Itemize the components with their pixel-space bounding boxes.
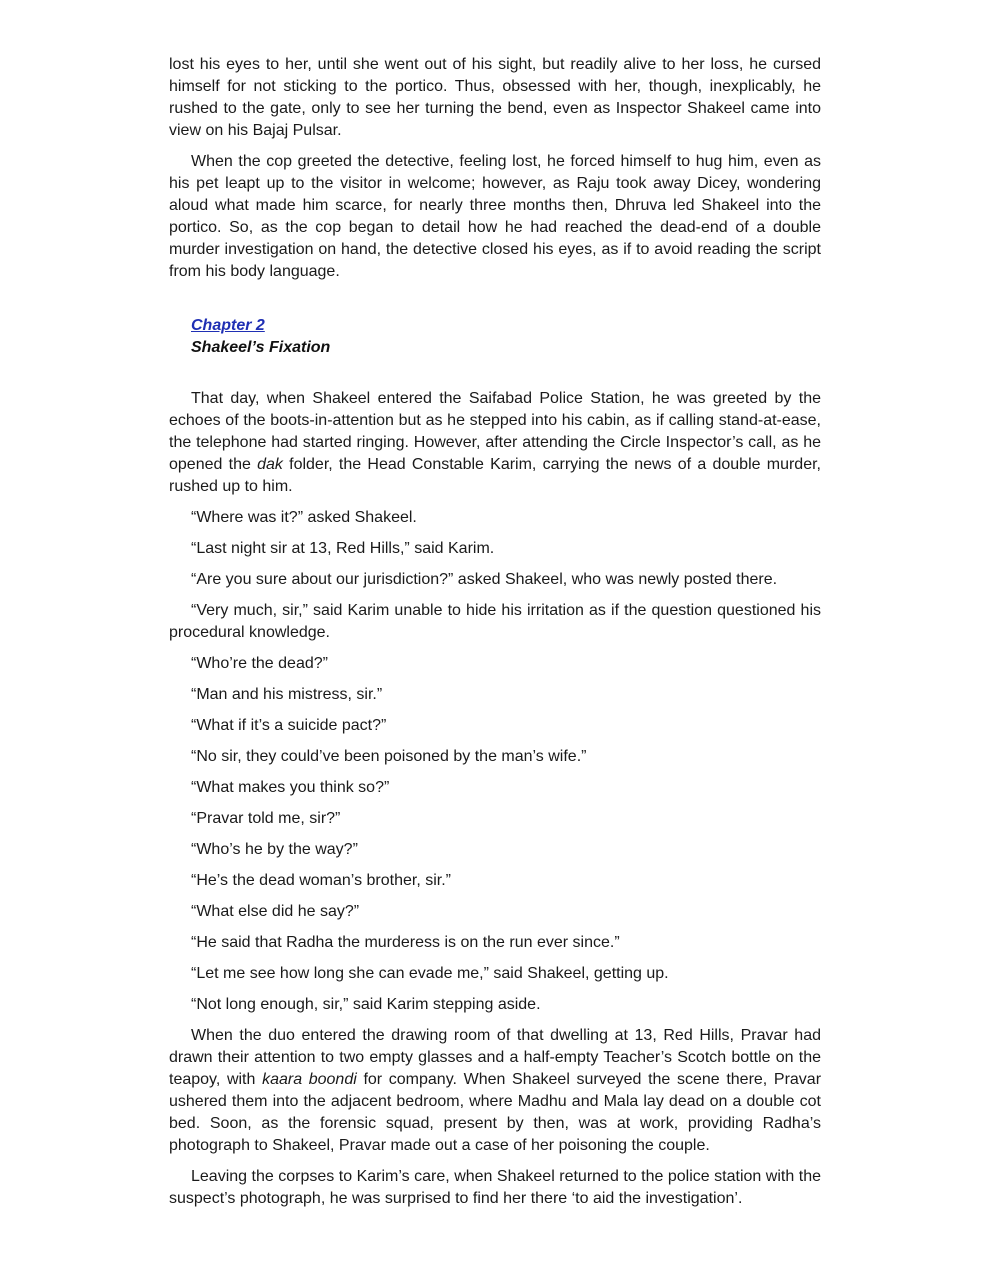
opening-text-end: folder, the Head Constable Karim, carrying the news of a double murder, rushed up to him. bbox=[169, 456, 821, 495]
dialogue-line: “He said that Radha the murderess is on the run ever since.” bbox=[191, 934, 620, 951]
dialogue-line: “No sir, they could’ve been poisoned by the man’s wife.” bbox=[191, 748, 587, 765]
kaara-boondi-term: kaara boondi bbox=[262, 1071, 357, 1088]
chapter-heading bbox=[191, 315, 821, 359]
dialogue-line: “He’s the dead woman’s brother, sir.” bbox=[191, 872, 451, 889]
chapter-link[interactable]: Chapter 2 bbox=[191, 317, 265, 334]
dialogue-line: “Pravar told me, sir?” bbox=[191, 810, 341, 827]
dialogue-line: “Last night sir at 13, Red Hills,” said Karim. bbox=[191, 540, 495, 557]
dialogue-line: “Very much, sir,” said Karim unable to hide his irritation as if the question questioned his procedural knowledge. bbox=[169, 602, 821, 641]
paragraph-continued: lost his eyes to her, until she went out of his sight, but readily alive to her loss, he cursed himself for not sticking to the portico. Thus, obsessed with her, though, inexplicably, he rushed to the gate, only to see her turning the bend, even as Inspector Shakeel came into view on his Bajaj Pulsar. bbox=[169, 56, 821, 139]
dialogue-line: “Who’re the dead?” bbox=[191, 655, 328, 672]
dialogue-line: “Let me see how long she can evade me,” said Shakeel, getting up. bbox=[191, 965, 669, 982]
drawing-room-text-start: When the duo entered the drawing room of that dwelling at 13, Red Hills, Pravar had drawn their attention to two empty glasses and a half-empty Teacher’s Scotch bottle on the teapoy, with bbox=[169, 1027, 821, 1088]
document-page bbox=[169, 54, 821, 1219]
dialogue-line: “Are you sure about our jurisdiction?” asked Shakeel, who was newly posted there. bbox=[191, 571, 778, 588]
dialogue-line: “Where was it?” asked Shakeel. bbox=[191, 509, 417, 526]
dialogue-line: “What if it’s a suicide pact?” bbox=[191, 717, 387, 734]
paragraph-drawing-room bbox=[169, 1025, 821, 1157]
drawing-room-text-end: for company. When Shakeel surveyed the scene there, Pravar ushered them into the adjacent bedroom, where Madhu and Mala lay dead on a double cot bed. Soon, as the forensic squad, present by then, was at work, providing Radha’s photograph to Shakeel, Pravar made out a case of her poisoning the couple. bbox=[169, 1071, 822, 1154]
dialogue-line: “Not long enough, sir,” said Karim stepping aside. bbox=[191, 996, 541, 1013]
chapter-title: Shakeel’s Fixation bbox=[191, 339, 331, 356]
dialogue-line: “Man and his mistress, sir.” bbox=[191, 686, 383, 703]
dak-term: dak bbox=[257, 456, 283, 473]
paragraph-opening bbox=[169, 388, 821, 498]
opening-text-start: That day, when Shakeel entered the Saifabad Police Station, he was greeted by the echoes of the boots-in-attention but as he stepped into his cabin, as if calling stand-at-ease, the telephone had started ringing. However, after attending the Circle Inspector’s call, as he opened the bbox=[169, 390, 821, 473]
dialogue-line: “Who’s he by the way?” bbox=[191, 841, 358, 858]
paragraph-cop-greeting: When the cop greeted the detective, feeling lost, he forced himself to hug him, even as his pet leapt up to the visitor in welcome; however, as Raju took away Dicey, wondering aloud what made him scarce, for nearly three months then, Dhruva led Shakeel into the portico. So, as the cop began to detail how he had reached the dead-end of a double murder investigation on hand, the detective closed his eyes, as if to avoid reading the script from his body language. bbox=[169, 153, 821, 280]
dialogue-line: “What else did he say?” bbox=[191, 903, 360, 920]
paragraph-closing: Leaving the corpses to Karim’s care, when Shakeel returned to the police station with the suspect’s photograph, he was surprised to find her there ‘to aid the investigation’. bbox=[169, 1168, 821, 1207]
dialogue-line: “What makes you think so?” bbox=[191, 779, 390, 796]
